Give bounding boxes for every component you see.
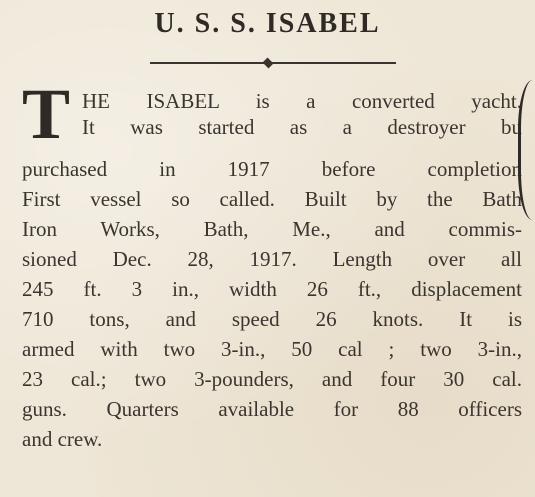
text-line-8: 710 tons, and speed 26 knots. It is <box>22 307 522 331</box>
page-title: U. S. S. ISABEL <box>154 8 381 39</box>
text-line-6: sioned Dec. 28, 1917. Length over all <box>22 247 522 271</box>
text-line-12: and crew. <box>22 427 103 451</box>
text-line-9: armed with two 3-in., 50 cal ; two 3-in., <box>22 337 522 361</box>
drop-cap: T <box>22 74 71 154</box>
text-line-3: purchased in 1917 before completion <box>22 157 522 181</box>
text-line-1: HE ISABEL is a converted yacht. <box>82 89 522 113</box>
text-line-11: guns. Quarters available for 88 officers <box>22 397 522 421</box>
text-line-4: First vessel so called. Built by the Bath <box>22 187 522 211</box>
text-line-5: Iron Works, Bath, Me., and commis- <box>22 217 522 241</box>
divider-ornament <box>263 58 274 69</box>
text-line-10: 23 cal.; two 3-pounders, and four 30 cal. <box>22 367 522 391</box>
page-curl-edge <box>518 80 535 220</box>
text-line-7: 245 ft. 3 in., width 26 ft., displacement <box>22 277 522 301</box>
text-line-2: It was started as a destroyer bu <box>82 115 522 139</box>
